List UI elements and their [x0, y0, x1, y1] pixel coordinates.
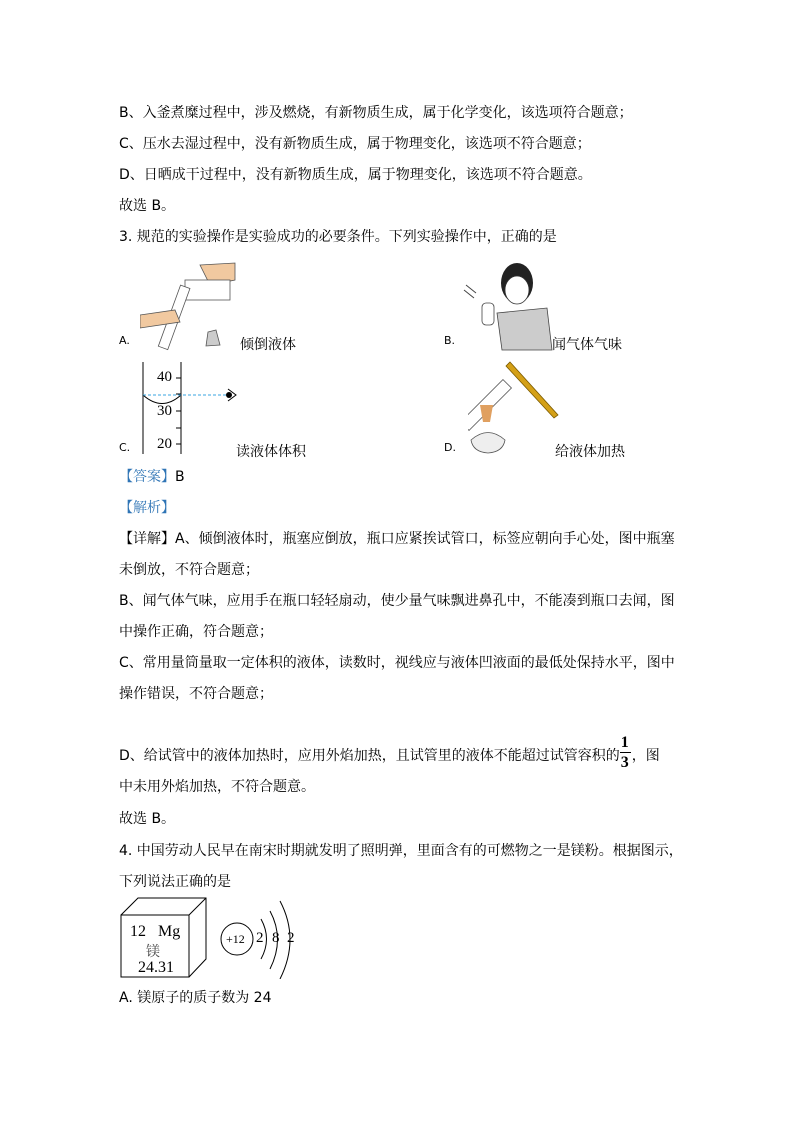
option-d-letter: D.: [444, 441, 456, 454]
option-c-caption: 读液体体积: [236, 444, 306, 460]
detail-tag: 【详解】: [119, 531, 175, 547]
detail-line: B、闻气体气味，应用手在瓶口轻轻扇动，使少量气味飘进鼻孔中，不能凑到瓶口去闻，图: [119, 593, 675, 609]
detail-line: D、给试管中的液体加热时，应用外焰加热，且试管里的液体不能超过试管容积的: [119, 748, 620, 764]
fraction-numerator: 1: [620, 734, 629, 751]
detail-line: 操作错误，不符合题意；: [119, 686, 273, 702]
option-a-letter: A.: [119, 334, 130, 347]
atomic-number: 12: [130, 923, 146, 940]
smelling-gas-image: [462, 258, 557, 353]
answer-tag: 【答案】: [119, 469, 175, 485]
tick-label-40: 40: [157, 369, 172, 385]
detail-line: 中未用外焰加热，不符合题意。: [119, 779, 315, 795]
heating-liquid-image: [468, 360, 563, 455]
detail-line: A、倾倒液体时，瓶塞应倒放，瓶口应紧挨试管口，标签应朝向手心处，图中瓶塞: [175, 531, 675, 547]
option-a-caption: 倾倒液体: [240, 337, 296, 353]
question-4-stem: 下列说法正确的是: [119, 874, 231, 890]
shell-electrons-3: 2: [287, 930, 295, 946]
element-symbol: Mg: [158, 923, 181, 940]
shell-electrons-2: 8: [272, 930, 280, 946]
conclusion: 故选 B。: [119, 811, 176, 827]
atomic-mass: 24.31: [138, 959, 174, 976]
tick-label-30: 30: [157, 403, 172, 419]
option-b-caption: 闻气体气味: [552, 337, 622, 353]
nucleus-charge: +12: [226, 932, 245, 946]
shell-electrons-1: 2: [256, 930, 264, 946]
tick-label-20: 20: [157, 436, 172, 452]
question-4-stem: 4. 中国劳动人民早在南宋时期就发明了照明弹，里面含有的可燃物之一是镁粉。根据图示，: [119, 843, 683, 859]
text-line: C、压水去湿过程中，没有新物质生成，属于物理变化，该选项不符合题意；: [119, 136, 591, 152]
text-line: B、入釜煮糜过程中，涉及燃烧，有新物质生成，属于化学变化，该选项符合题意；: [119, 105, 633, 121]
detail-line: 未倒放，不符合题意；: [119, 562, 259, 578]
answer-value: B: [175, 469, 185, 485]
detail-line: C、常用量筒量取一定体积的液体，读数时，视线应与液体凹液面的最低处保持水平，图中: [119, 655, 675, 671]
graduated-cylinder-image: [140, 362, 240, 454]
option-b-letter: B.: [444, 334, 456, 347]
option-a: A. 镁原子的质子数为 24: [119, 990, 272, 1006]
option-d-caption: 给液体加热: [555, 444, 625, 460]
text-line: 故选 B。: [119, 198, 176, 214]
pouring-liquid-image: [140, 260, 240, 355]
text-line: D、日晒成干过程中，没有新物质生成，属于物理变化，该选项不符合题意。: [119, 167, 592, 183]
detail-line: ，图: [631, 748, 660, 764]
analysis-tag: 【解析】: [119, 500, 175, 516]
element-name: 镁: [146, 944, 160, 960]
fraction-denominator: 3: [620, 754, 629, 771]
question-3-stem: 3. 规范的实验操作是实验成功的必要条件。下列实验操作中，正确的是: [119, 229, 557, 245]
detail-line: 中操作正确，符合题意；: [119, 624, 273, 640]
option-c-letter: C.: [119, 441, 131, 454]
